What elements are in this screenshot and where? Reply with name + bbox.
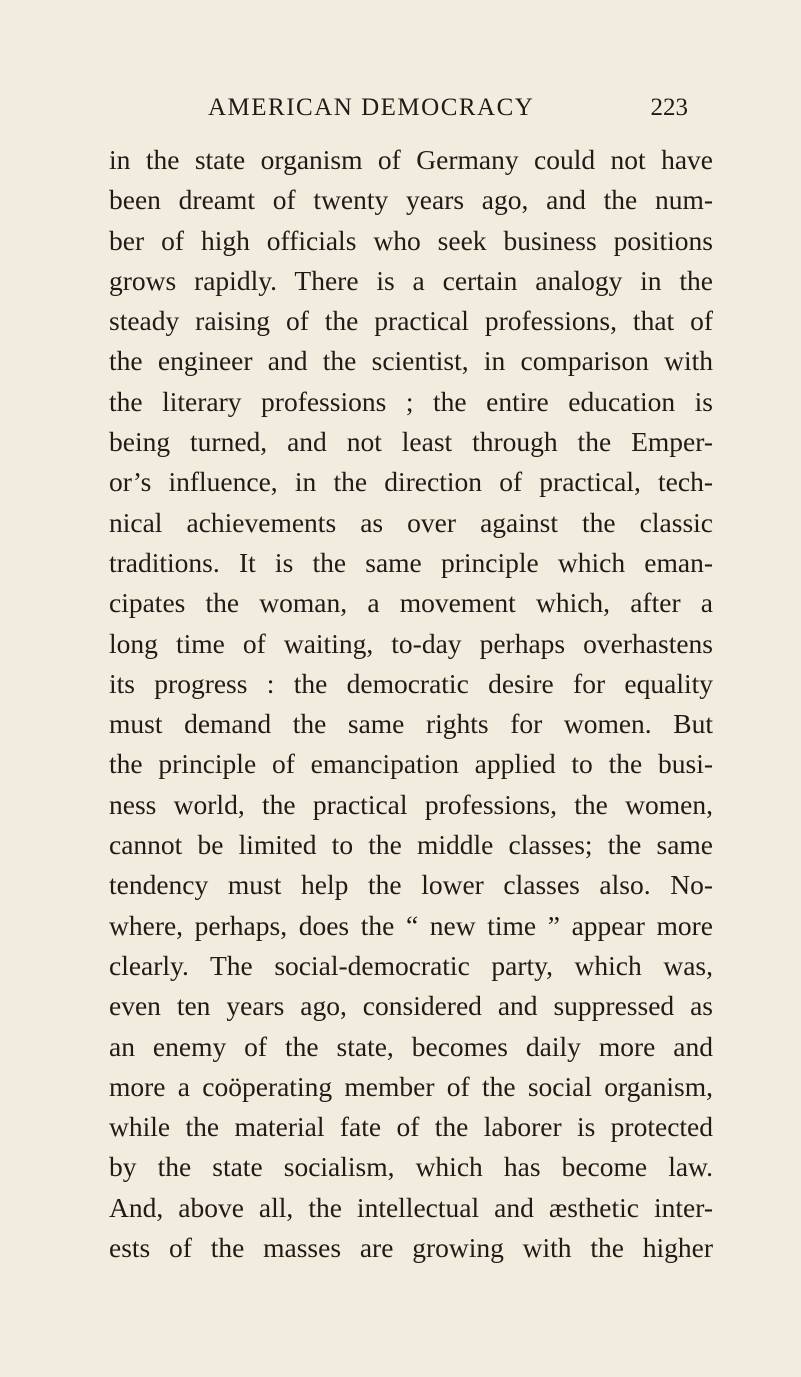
text-line: the principle of emancipation applied to the busi- xyxy=(109,748,713,780)
text-line: tendency must help the lower classes also. No- xyxy=(109,869,713,901)
text-line: ness world, the practical professions, the women, xyxy=(109,788,713,820)
text-line: clearly. The social-democratic party, which was, xyxy=(109,949,713,981)
text-line: grows rapidly. There is a certain analogy in the xyxy=(109,264,713,296)
text-line: where, perhaps, does the “ new time ” appear more xyxy=(109,909,713,941)
text-line: steady raising of the practical professions, that of xyxy=(109,305,713,337)
text-line: must demand the same rights for women. But xyxy=(109,708,713,740)
text-line: by the state socialism, which has become law. xyxy=(109,1151,713,1183)
page-number: 223 xyxy=(650,94,688,121)
text-line: ests of the masses are growing with the higher xyxy=(109,1232,713,1264)
text-line: traditions. It is the same principle which eman- xyxy=(109,546,713,578)
text-line: being turned, and not least through the Emper- xyxy=(109,426,713,458)
text-line: nical achievements as over against the classic xyxy=(109,506,713,538)
text-line: the literary professions ; the entire education is xyxy=(109,385,713,417)
text-line: its progress : the democratic desire for equality xyxy=(109,667,713,699)
text-line: been dreamt of twenty years ago, and the num- xyxy=(109,184,713,216)
text-line: ber of high officials who seek business positions xyxy=(109,224,713,256)
text-line: even ten years ago, considered and suppressed as xyxy=(109,990,713,1022)
text-line: more a coöperating member of the social organism, xyxy=(109,1070,713,1102)
text-line: in the state organism of Germany could not have xyxy=(109,144,713,175)
text-line: an enemy of the state, becomes daily more and xyxy=(109,1030,713,1062)
text-line: cipates the woman, a movement which, after a xyxy=(109,587,713,619)
text-line: or’s influence, in the direction of practical, tech- xyxy=(109,466,713,498)
body-text xyxy=(109,140,713,1268)
text-line: while the material fate of the laborer is protected xyxy=(109,1111,713,1143)
text-line: long time of waiting, to-day perhaps overhastens xyxy=(109,627,713,659)
text-line: And, above all, the intellectual and æsthetic inter- xyxy=(109,1191,713,1223)
running-title: AMERICAN DEMOCRACY xyxy=(208,94,535,121)
running-head xyxy=(0,94,801,134)
text-line: the engineer and the scientist, in comparison with xyxy=(109,345,713,377)
text-line: cannot be limited to the middle classes; the same xyxy=(109,829,713,861)
